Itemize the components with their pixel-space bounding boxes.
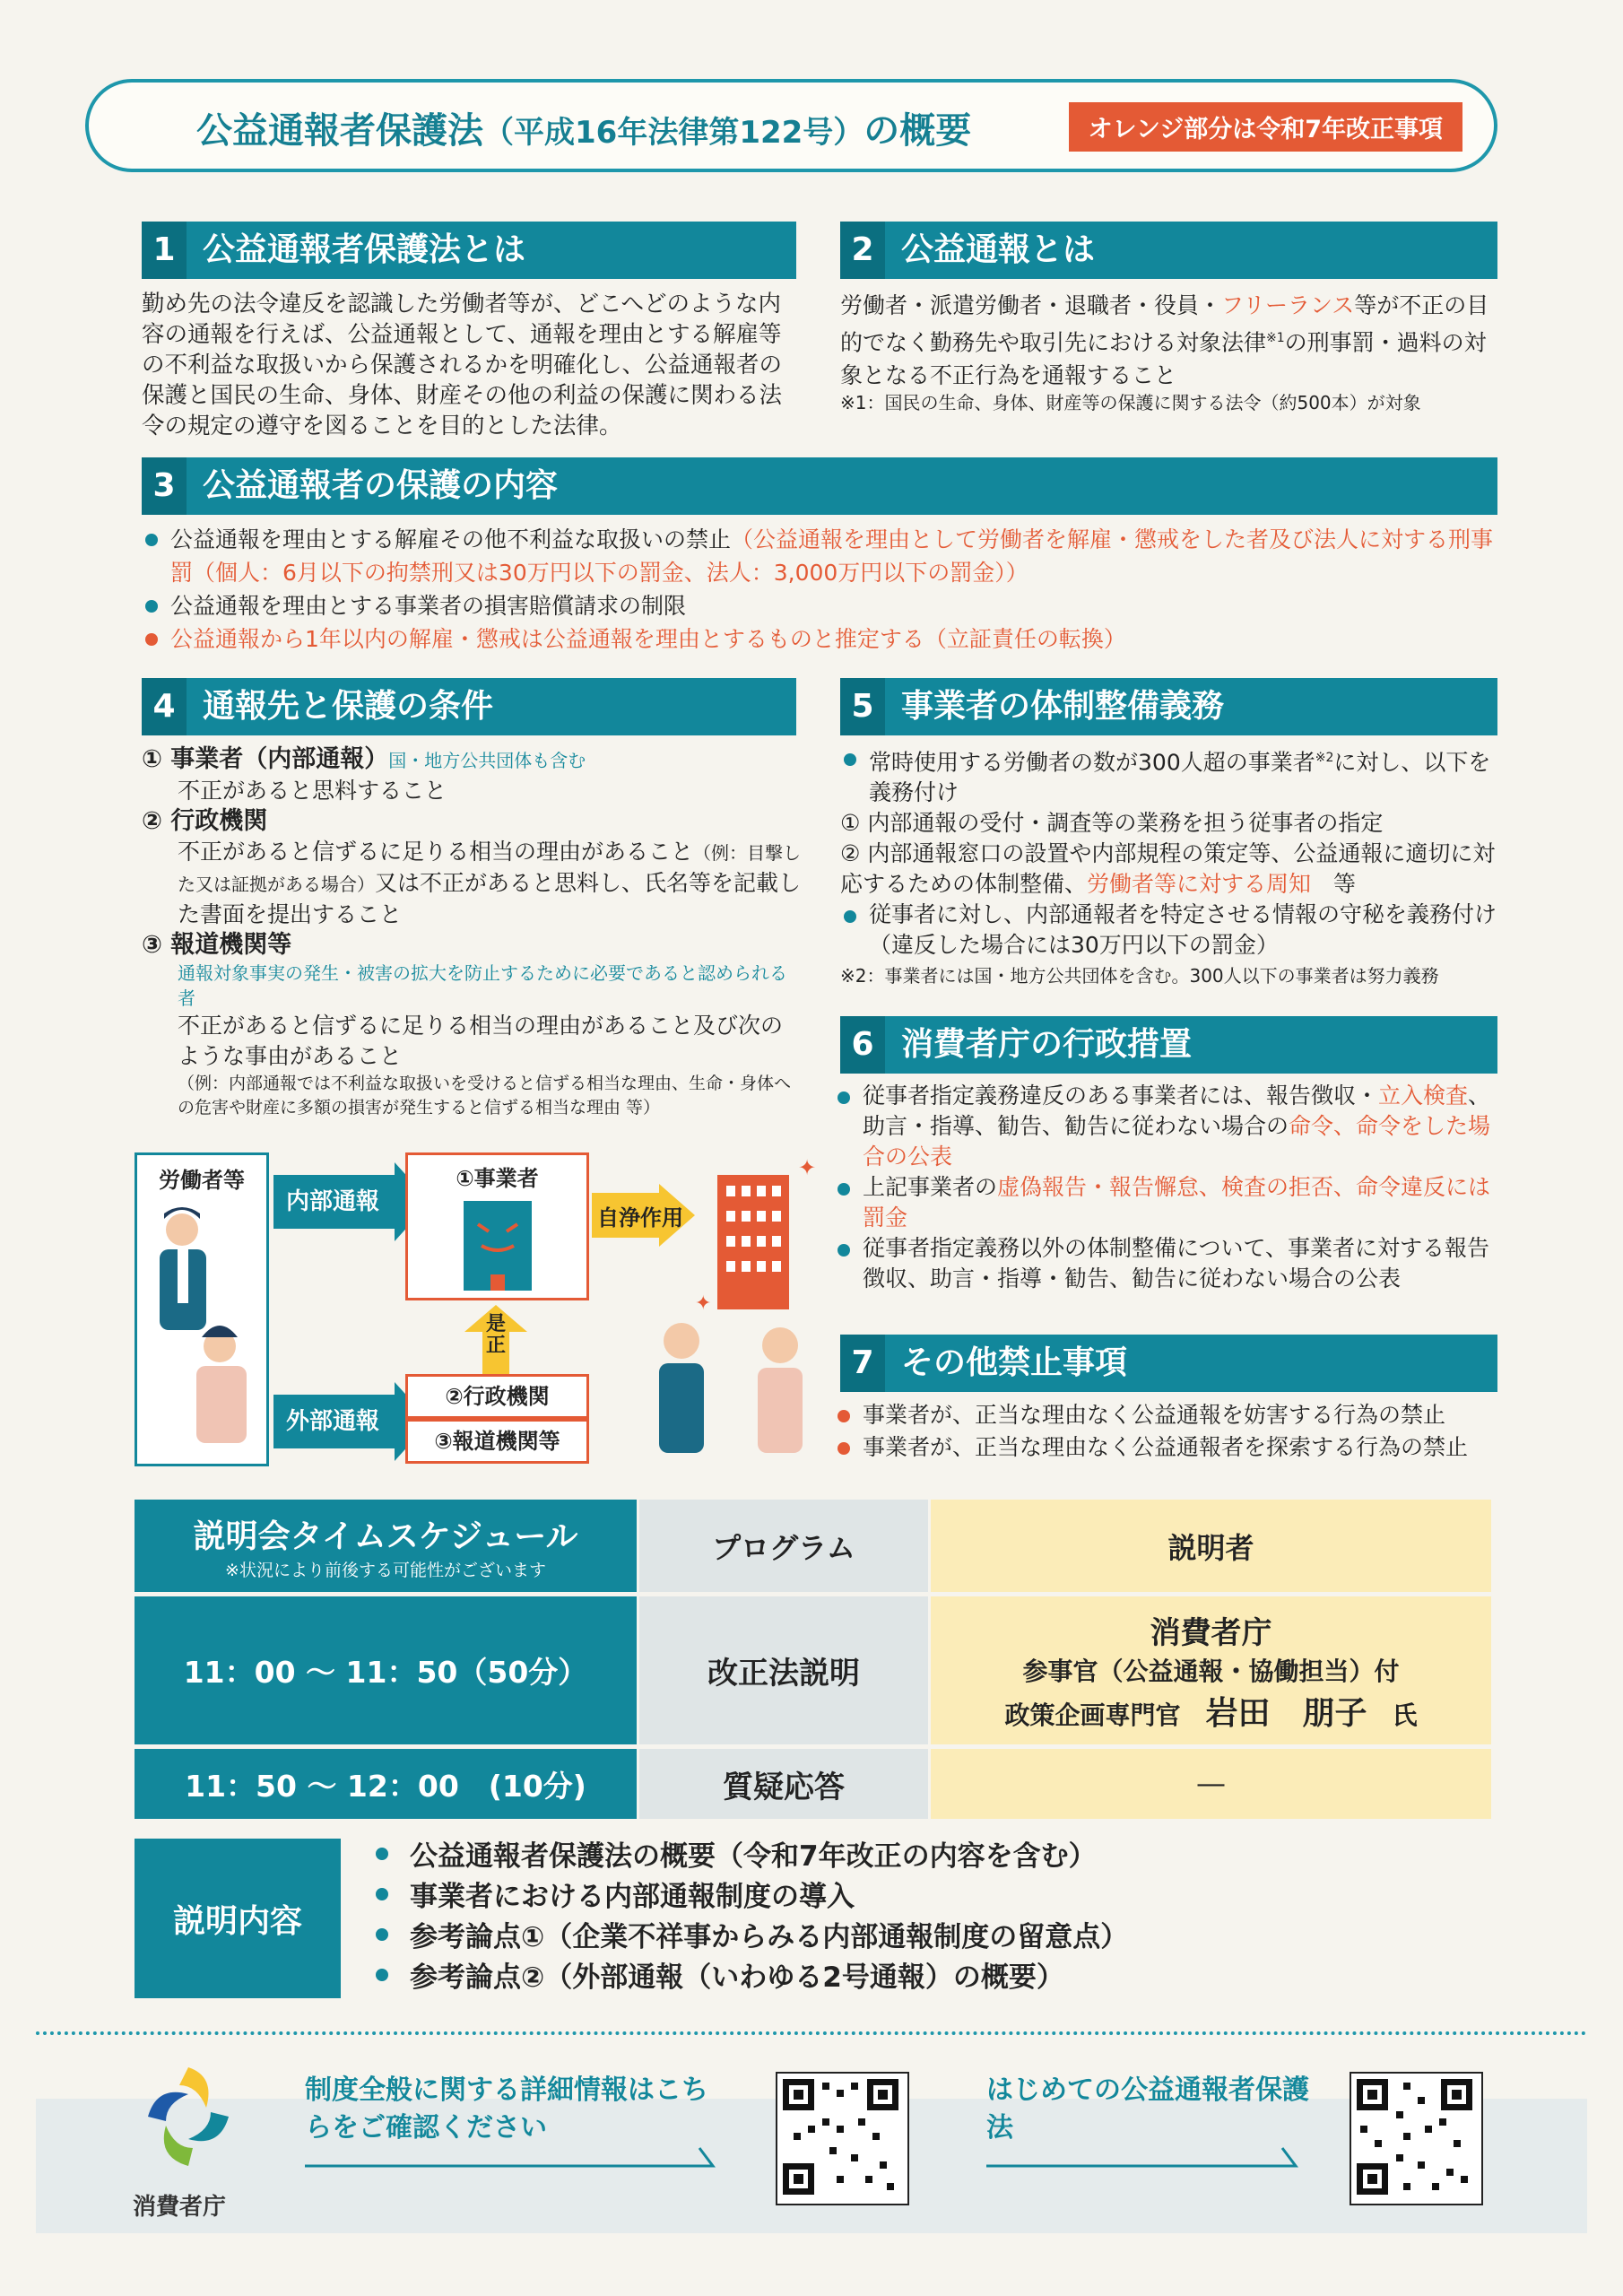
list-item: 公益通報を理由とする解雇その他不利益な取扱いの禁止（公益通報を理由として労働者を解雇・懲戒をした者及び法人に対する刑事罰（個人：6月以下の拘禁刑又は30万円以下の罰金、法人：3,000万円以下の罰金）） [142,523,1497,589]
column-program: プログラム [639,1500,928,1592]
row-2-program: 質疑応答 [639,1749,928,1819]
schedule-header: 説明会タイムスケジュール ※状況により前後する可能性がございます [135,1500,637,1592]
qr-code-2-icon[interactable] [1350,2072,1483,2205]
svg-text:✦: ✦ [695,1292,712,1315]
row-1-speaker: 消費者庁 参事官（公益通報・協働担当）付 政策企画専門官 岩田 朋子 氏 [931,1596,1491,1744]
self-cleaning-arrow: 自浄作用 [592,1184,695,1247]
building-and-people-icon [632,1157,825,1471]
list-item: 公益通報者保護法の概要（令和7年改正の内容を含む） [372,1837,1493,1877]
section-1-body: 勤め先の法令違反を認識した労働者等が、どこへどのような内容の通報を行えば、公益通報として、通報を理由とする解雇等の不利益な取扱いから保護されるかを明確化し、公益通報者の保護と国民の生命、身体、財産その他の利益の保護に関わる法令の規定の遵守を図ることを目的とした法律。 [142,291,783,439]
footer-divider [36,2031,1587,2035]
caa-logo-icon [117,2049,260,2184]
row-1-time: 11：00 ～ 11：50（50分） [135,1596,637,1744]
correct-arrow: 是正 [464,1305,527,1377]
workers-box: 労働者等 [135,1152,269,1466]
amendment-badge: オレンジ部分は令和7年改正事項 [1069,102,1462,152]
list-item: 事業者が、正当な理由なく公益通報を妨害する行為の禁止 [834,1399,1497,1431]
link-underline-icon [305,2144,726,2170]
row-2-speaker: ― [931,1749,1491,1819]
external-report-arrow: 外部通報 [273,1395,395,1448]
section-5-body: 常時使用する労働者の数が300人超の事業者$^{※2}$に対し、以下を義務付け ① 内部通報の受付・調査等の業務を担う従事者の指定 ② 内部通報窓口の設置や内部規程の策定等、公益通報に適切に対応するための体制整備、労働者等に対する周知 等 従事者に対し、内部通報者を特定させる情報の守秘を義務付け（違反した場合には30万円以下の罰金） ※2：事業者には国・地方公共団体を含む。300人以下の事業者は努力義務 [840,743,1497,991]
list-item: 参考論点②（外部通報（いわゆる2号通報）の概要） [372,1958,1493,1998]
section-5-header: 5 事業者の体制整備義務 [840,678,1497,735]
list-item: 公益通報から1年以内の解雇・懲戒は公益通報を理由とするものと推定する（立証責任の転換） [142,622,1497,656]
section-6-header: 6 消費者庁の行政措置 [840,1016,1497,1074]
company-building-icon [408,1192,587,1300]
detail-info-link[interactable]: 制度全般に関する詳細情報はこちらをご確認ください [305,2074,708,2144]
section-2-note: ※1：国民の生命、身体、財産等の保護に関する法令（約500本）が対象 [840,392,1421,413]
press-box: ③報道機関等 [405,1419,589,1464]
section-3-body [142,523,1497,656]
list-item: 公益通報を理由とする事業者の損害賠償請求の制限 [142,589,1497,622]
workers-illustration-icon [137,1194,263,1454]
link-underline-icon [986,2144,1309,2170]
section-4-header: 4 通報先と保護の条件 [142,678,796,735]
list-item: 常時使用する労働者の数が300人超の事業者$^{※2}$に対し、以下を義務付け [840,743,1497,808]
section-4-body: ① 事業者（内部通報）国・地方公共団体も含む 不正があると思料すること ② 行政機関 不正があると信ずるに足りる相当の理由があること（例：目撃した又は証拠がある場合）又は不正があると思料し、氏名等を記載した書面を提出すること ③ 報道機関等 通報対象事実の発生・被害の拡大を防止するために必要であると認められる者 不正があると信ずるに足りる相当の理由があること及び次のような事由があること （例：内部通報では不利益な取扱いを受けると信ずる相当な理由、生命・身体への危害や財産に多額の損害が発生すると信ずる相当な理由 等） [142,745,802,1118]
row-1-program: 改正法説明 [639,1596,928,1744]
list-item: 従事者に対し、内部通報者を特定させる情報の守秘を義務付け（違反した場合には30万円以下の罰金） [840,900,1497,961]
section-2-body: 労働者・派遣労働者・退職者・役員・フリーランス等が不正の目的でなく勤務先や取引先における対象法律$^{※1}$の刑事罰・過料の対象となる不正行為を通報すること [840,292,1489,389]
section-7-body [834,1399,1497,1464]
contents-label: 説明内容 [135,1839,341,1998]
list-item: 事業者が、正当な理由なく公益通報者を探索する行為の禁止 [834,1431,1497,1464]
list-item: 事業者における内部通報制度の導入 [372,1877,1493,1918]
list-item: 上記事業者の虚偽報告・報告懈怠、検査の拒否、命令違反には罰金 [834,1172,1497,1233]
list-item: 従事者指定義務以外の体制整備について、事業者に対する報告徴収、助言・指導・勧告、勧告に従わない場合の公表 [834,1233,1497,1294]
section-3-header: 3 公益通報者の保護の内容 [142,457,1497,515]
column-speaker: 説明者 [931,1500,1491,1592]
page-title: 公益通報者保護法（平成16年法律第122号）の概要 [196,110,972,152]
section-1-header: 1 公益通報者保護法とは [142,222,796,279]
section-2-header: 2 公益通報とは [840,222,1497,279]
list-item: 従事者指定義務違反のある事業者には、報告徴収・立入検査、助言・指導、勧告、勧告に従わない場合の命令、命令をした場合の公表 [834,1081,1497,1172]
company-box: ①事業者 [405,1152,589,1300]
internal-report-arrow: 内部通報 [273,1175,395,1229]
agency-name: 消費者庁 [133,2194,227,2221]
section-7-header: 7 その他禁止事項 [840,1335,1497,1392]
row-2-time: 11：50 ～ 12：00 (10分) [135,1749,637,1819]
svg-text:✦: ✦ [798,1157,817,1180]
title-banner [85,79,1497,172]
contents-list [372,1837,1493,1998]
admin-agency-box: ②行政機関 [405,1374,589,1419]
section-6-body [834,1081,1497,1294]
qr-code-1-icon[interactable] [776,2072,909,2205]
list-item: 参考論点①（企業不祥事からみる内部通報制度の留意点） [372,1918,1493,1958]
intro-guide-link[interactable]: はじめての公益通報者保護法 [986,2074,1309,2144]
